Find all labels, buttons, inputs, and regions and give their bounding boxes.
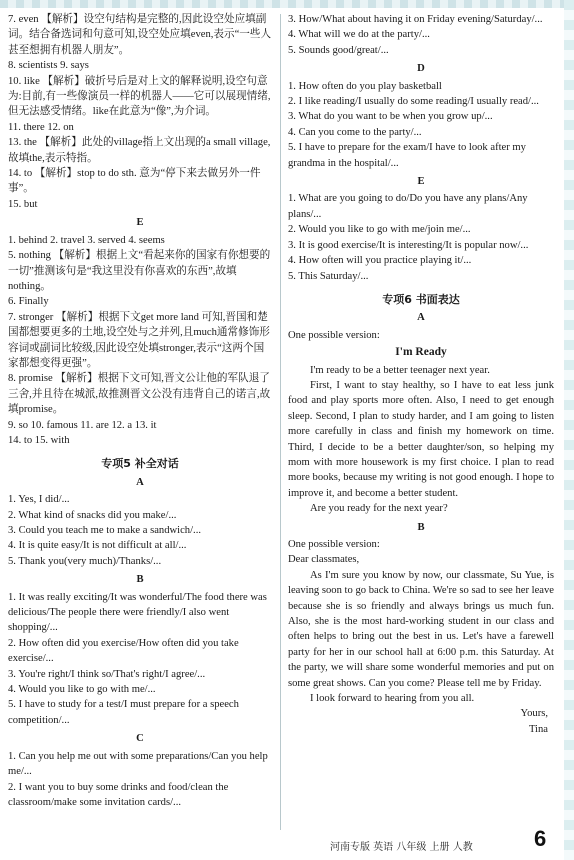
letter-signature: Tina (528, 723, 548, 735)
section5-title: 专项5 补全对话 (101, 457, 179, 471)
dialogue-answer: 4. How often will you practice playing it/... (288, 255, 472, 267)
dialogue-answer: 5. I have to study for a test/I must prepare for a speech competition/... (8, 699, 239, 726)
page-footer: 河南专版 英语 八年级 上册 人教 (330, 842, 473, 853)
dialogue-answer: 2. I want you to buy some drinks and food/clean the classroom/make some invitation cards/... (8, 781, 229, 808)
part-letter-e: E (136, 217, 144, 229)
page-number: 6 (534, 826, 547, 851)
answer-list-e (8, 233, 272, 449)
letter-paragraph: I look forward to hearing from you all. (310, 693, 475, 705)
s5-answer-list-c (8, 749, 272, 811)
section6-title: 专项6 书面表达 (382, 292, 460, 306)
dialogue-answer: 1. It was really exciting/It was wonderful/The food there was delicious/The people there were friendly/I also went shopping/... (8, 591, 267, 634)
letter-paragraph: As I'm sure you know by now, our classmate, Su Yue, is leaving soon to go back to China. We're so sad to see her leave because she is so friendly and always brings us much fun. Also, she is the most hard-working student in our class and often helps to bring out the best in us. Let's have a farewell party for her in our school hall at 6:00 p.m. this Saturday. At the party, we will share some wonderful memories and put on some great shows. Can you come? Please tell me by Friday. (288, 569, 554, 689)
right-column (288, 12, 554, 737)
letter-closing: Yours, (520, 708, 548, 720)
s5-answer-list-c-continued (288, 12, 554, 58)
dialogue-answer: 3. You're right/I think so/That's right/I agree/... (8, 668, 206, 680)
s5-part-letter-a: A (136, 476, 144, 488)
answer-item: 1. behind 2. travel 3. served 4. seems (8, 234, 165, 246)
essay-paragraph: Are you ready for the next year? (310, 503, 448, 515)
right-decorative-border (564, 0, 574, 860)
dialogue-answer: 5. I have to prepare for the exam/I have to look after my grandma in the hospital/... (288, 142, 526, 169)
s6-part-letter-b: B (417, 521, 425, 533)
top-decorative-border (0, 0, 574, 8)
answer-item: 15. but (8, 198, 38, 210)
answer-item: 8. scientists 9. says (8, 60, 89, 72)
s5-answer-list-a (8, 492, 272, 569)
s5-answer-list-e (288, 191, 554, 283)
answer-item: 7. stronger 【解析】根据下文get more land 可知,晋国和楚国都想要更多的土地,设空处与之并列,且much通常修饰形容词或副词比较级,因此设空处填stronger,表示“这两个国家都想变得更强”。 (8, 311, 270, 369)
answer-item: 8. promise 【解析】根据下文可知,晋文公让他的军队退了三舍,并且待在城派,故推测晋文公没有违背自己的诺言,故填promise。 (8, 373, 271, 416)
dialogue-answer: 5. Thank you(very much)/Thanks/... (8, 555, 162, 567)
dialogue-answer: 2. I like reading/I usually do some reading/I usually read/... (288, 96, 539, 108)
s5-answer-list-b (8, 590, 272, 729)
answer-item: 13. the 【解析】此处的village指上文出现的a small village,故填the,表示特指。 (8, 137, 271, 164)
dialogue-answer: 1. How often do you play basketball (288, 80, 442, 92)
answer-item: 11. there 12. on (8, 121, 74, 133)
essay-paragraph: I'm ready to be a better teenager next year. (310, 364, 490, 376)
left-column (8, 12, 272, 810)
answer-item: 6. Finally (8, 296, 49, 308)
dialogue-answer: 4. What will we do at the party/... (288, 29, 430, 41)
dialogue-answer: 4. Can you come to the party/... (288, 126, 422, 138)
dialogue-answer: 4. It is quite easy/It is not difficult at all/... (8, 540, 187, 552)
s5-part-letter-b: B (136, 574, 144, 586)
s5-part-letter-c: C (136, 733, 144, 745)
essay-title: I'm Ready (395, 346, 447, 359)
s6-b-intro: One possible version: (288, 539, 380, 550)
column-divider (280, 14, 281, 830)
answer-item: 10. like 【解析】破折号后是对上文的解释说明,设空句意为:目前,有一些像演员一样的机器人——它可以展现情绪,但无法感受情绪。like在此意为“像”,为介词。 (8, 75, 271, 118)
answer-item: 14. to 【解析】stop to do sth. 意为“停下来去做另外一件事”。 (8, 168, 261, 195)
s6-a-intro: One possible version: (288, 329, 380, 341)
answer-item: 14. to 15. with (8, 434, 70, 446)
essay-paragraph: First, I want to stay healthy, so I have to eat less junk food and play sports more often. Also, I need to get enough sleep. Second, I plan to study harder, and I am going to listen more carefully in class and finish my homework on time. Third, I decide to be a better daughter/son, so helping my mom with more housework is my first choice. I plan to read more books, because my writing is not good enough. I hope to improve it, and become a better student. (288, 379, 554, 499)
dialogue-answer: 5. Sounds good/great/... (288, 44, 389, 56)
s5-part-letter-e: E (417, 176, 425, 188)
dialogue-answer: 2. Would you like to go with me/join me/... (288, 224, 471, 236)
answer-item: 7. even 【解析】设空句结构是完整的,因此设空处应填副词。结合备选词和句意可知,设空处应填even,表示“一些人甚至想拥有机器人朋友”。 (8, 14, 272, 56)
answer-item: 9. so 10. famous 11. are 12. a 13. it (8, 419, 157, 431)
dialogue-answer: 1. Yes, I did/... (8, 494, 70, 506)
essay-b-body (288, 568, 554, 707)
essay-a-body (288, 363, 554, 517)
dialogue-answer: 1. Can you help me out with some preparations/Can you help me/... (8, 750, 268, 778)
answer-list-d-continued (8, 12, 272, 212)
dialogue-answer: 2. What kind of snacks did you make/... (8, 509, 177, 521)
s6-part-letter-a: A (417, 312, 425, 324)
dialogue-answer: 3. Could you teach me to make a sandwich/... (8, 525, 201, 536)
dialogue-answer: 3. It is good exercise/It is interesting/It is popular now/... (288, 239, 529, 251)
dialogue-answer: 4. Would you like to go with me/... (8, 684, 156, 696)
letter-greeting: Dear classmates, (288, 554, 360, 566)
s5-part-letter-d: D (417, 63, 425, 75)
dialogue-answer: 2. How often did you exercise/How often did you take exercise/... (8, 637, 239, 665)
s5-answer-list-d (288, 79, 554, 171)
dialogue-answer: 3. How/What about having it on Friday evening/Saturday/... (288, 14, 543, 25)
dialogue-answer: 3. What do you want to be when you grow up/... (288, 111, 493, 123)
answer-item: 5. nothing 【解析】根据上文“看起来你的国家有你想要的一切”推测该句是“我这里没有你喜欢的东西”,故填nothing。 (8, 250, 271, 292)
dialogue-answer: 5. This Saturday/... (288, 270, 369, 282)
dialogue-answer: 1. What are you going to do/Do you have any plans/Any plans/... (288, 193, 528, 220)
